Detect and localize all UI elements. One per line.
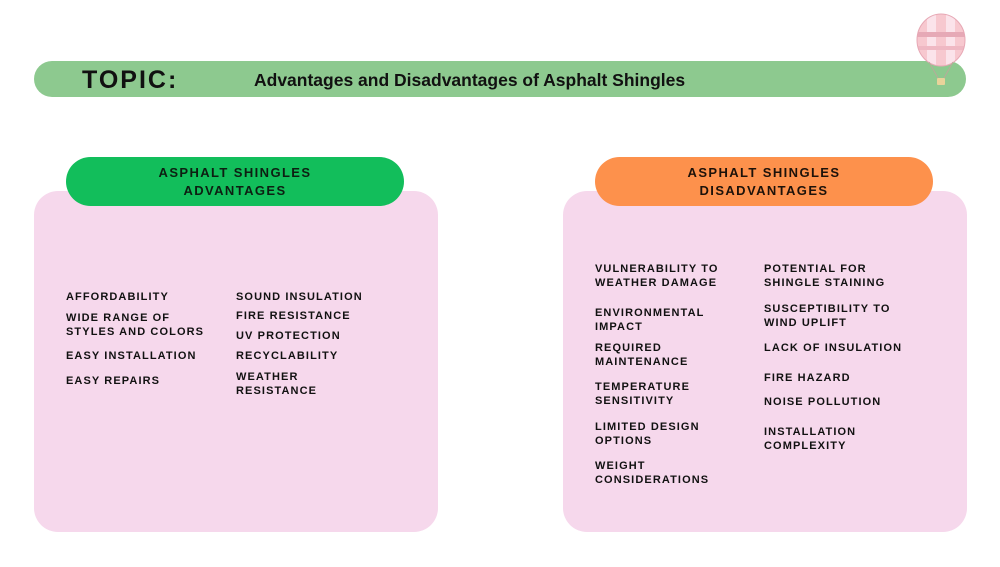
topic-title: Advantages and Disadvantages of Asphalt Shingles (254, 70, 686, 90)
disadvantages-heading-line1: ASPHALT SHINGLES (687, 164, 841, 180)
advantage-item: FIRE RESISTANCE (236, 310, 351, 322)
disadvantage-item: TEMPERATURE SENSITIVITY (595, 381, 691, 407)
advantage-item: UV PROTECTION (236, 330, 341, 342)
advantage-item: WEATHER RESISTANCE (236, 371, 318, 397)
disadvantage-item: REQUIRED MAINTENANCE (595, 342, 689, 368)
advantage-item: SOUND INSULATION (236, 291, 363, 303)
advantages-heading-line2: ADVANTAGES (183, 182, 287, 198)
disadvantage-item: POTENTIAL FOR SHINGLE STAINING (764, 263, 886, 289)
disadvantage-item: LACK OF INSULATION (764, 342, 903, 354)
disadvantage-item: LIMITED DESIGN OPTIONS (595, 421, 700, 447)
disadvantage-item: INSTALLATION COMPLEXITY (764, 426, 857, 452)
disadvantage-item: VULNERABILITY TO WEATHER DAMAGE (595, 263, 719, 289)
disadvantage-item: SUSCEPTIBILITY TO WIND UPLIFT (764, 303, 891, 329)
disadvantages-heading (595, 157, 933, 206)
disadvantage-item: NOISE POLLUTION (764, 396, 882, 408)
advantages-heading (66, 157, 404, 206)
disadvantage-item: ENVIRONMENTAL IMPACT (595, 307, 705, 333)
disadvantage-item: FIRE HAZARD (764, 372, 851, 384)
advantage-item: EASY REPAIRS (66, 375, 161, 387)
advantage-item: AFFORDABILITY (66, 291, 169, 303)
hot-air-balloon-icon (914, 12, 968, 90)
advantage-item: EASY INSTALLATION (66, 350, 197, 362)
topic-label: TOPIC: (82, 66, 179, 94)
disadvantage-item: WEIGHT CONSIDERATIONS (595, 460, 710, 486)
advantage-item: RECYCLABILITY (236, 350, 339, 362)
disadvantages-heading-line2: DISADVANTAGES (699, 182, 829, 198)
advantage-item: WIDE RANGE OF STYLES AND COLORS (66, 312, 205, 338)
advantages-heading-line1: ASPHALT SHINGLES (158, 164, 312, 180)
